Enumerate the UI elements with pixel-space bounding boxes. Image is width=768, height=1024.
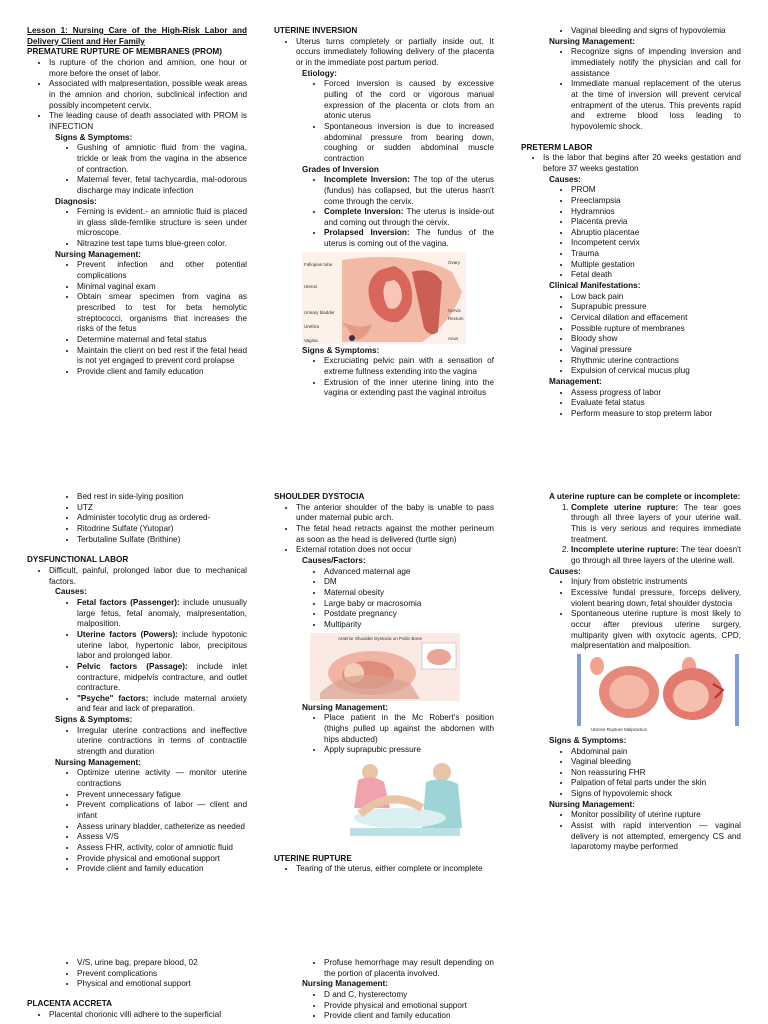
list-item: • Maternal fever, fetal tachycardia, mal-odorous discharge may indicate infection [77,175,247,196]
list-item: • UTZ [77,503,247,514]
list-item: • The fetal head retracts against the mother perineum as soon as the head is delivered (turtle sign) [296,524,494,545]
nm-label: Nursing Management: [549,36,635,46]
list-item: • Profuse hemorrhage may result depending on the portion of placenta involved. [324,958,494,979]
list-item: • Multiparity [324,620,494,631]
list-item: • Provide physical and emotional support [77,854,247,865]
p3-col2 [274,958,494,1022]
list-item: • Maternal obesity [324,588,494,599]
list-item: • Fetal death [571,270,741,281]
fig-label-anus: Anus [448,335,459,341]
uterine-rupture-heading: UTERINE RUPTURE [274,853,352,863]
list-item: • Recognize signs of impending inversion and immediately notify the physician and call for assistance [571,47,741,79]
ss-label: Signs & Symptoms: [302,345,380,355]
list-item: • Fetal factors (Passenger): include unusually large fetus, fetal anomaly, malpresentation, malposition. [77,598,247,630]
list-item: • Signs of hypovolemic shock [571,789,741,800]
etiology-label: Etiology: [302,68,338,78]
list-item: • Determine maternal and fetal status [77,335,247,346]
list-item: • Uterine factors (Powers): include hypotonic uterine labor, hypertonic labor, precipitous labor and prolonged labor. [77,630,247,662]
list-item: 1. Complete uterine rupture: The tear goes through all three layers of your uterine wall. This is very serious and requires immediate treatment. [571,503,741,546]
preterm-heading: PRETERM LABOR [521,142,593,152]
mcroberts-position-figure [330,758,480,842]
p1-col2 [274,26,494,399]
fig-label-uterus: Uterus [304,283,318,289]
p2-col2 [274,492,494,875]
p3-col1 [27,958,247,1020]
list-item: • Pelvic factors (Passage): include inlet contracture, midpelvis contracture, and outlet contracture. [77,662,247,694]
list-item: • Prevent unnecessary fatigue [77,790,247,801]
list-item: • Suprapubic pressure [571,302,741,313]
list-item: • Optimize uterine activity — monitor uterine contractions [77,768,247,789]
list-item: • External rotation does not occur [296,545,494,556]
list-item: • Hydramnios [571,207,741,218]
list-item: • Placental chorionic villi adhere to the superficial [49,1010,247,1021]
list-item: • V/S, urine bag, prepare blood, 02 [77,958,247,969]
list-item: • Assess FHR, activity, color of amniotic fluid [77,843,247,854]
fig-label-rectum: Rectum [448,315,464,321]
list-item: • Large baby or macrosomia [324,599,494,610]
list-item: • Bloody show [571,334,741,345]
list-item: • Prevent complications [77,969,247,980]
p1-col3 [521,26,741,420]
list-item: • Spontaneous inversion is due to increased abdominal pressure from bearing down, coughing or sudden abdominal muscle contraction [324,122,494,165]
list-item: • The leading cause of death associated with PROM is INFECTION [49,111,247,132]
shoulder-dystocia-figure [310,633,460,701]
ss-label: Signs & Symptoms: [55,132,133,142]
list-item: • Non reassuring FHR [571,768,741,779]
placenta-accreta-heading: PLACENTA ACCRETA [27,998,113,1008]
lesson-title: Lesson 1: Nursing Care of the High-Risk Labor and Delivery Client and Her Family [27,26,247,46]
p2-col3 [549,492,741,853]
list-item: • Perform measure to stop preterm labor [571,409,741,420]
list-item: • Palpation of fetal parts under the skin [571,778,741,789]
list-item: • Advanced maternal age [324,567,494,578]
list-item: • Vaginal bleeding and signs of hypovolemia [571,26,741,37]
fig-label-urethra: Urethra [304,323,320,329]
list-item: • Immediate manual replacement of the uterus at the time of inversion will prevent cervical entrapment of the uterus. This prevents rapid and extreme blood loss leading to hypovolemic shock. [571,79,741,132]
nm-label: Nursing Management: [55,757,141,767]
causes-label: Causes: [549,174,581,184]
fig-label-vagina: Vagina [304,337,318,343]
nm-label: Nursing Management: [55,249,141,259]
list-item: • Ritodrine Sulfate (Yutopar) [77,524,247,535]
fig-label-bladder: Urinary bladder [304,309,335,315]
list-item: • Incomplete Inversion: The top of the uterus (fundus) has collapsed, but the uterus hasn't come through the cervix. [324,175,494,207]
causes-label: Causes: [55,587,87,597]
nm-label: Nursing Management: [302,979,388,989]
list-item: • Tearing of the uterus, either complete or incomplete [296,864,494,875]
dx-label: Diagnosis: [55,196,97,206]
nm-label: Nursing Management: [302,702,388,712]
list-item: • Low back pain [571,292,741,303]
list-item: • Nitrazine test tape turns blue-green color. [77,239,247,250]
list-item: • Associated with malpresentation, possible weak areas in the amnion and chorion, subclinical infection and possibly incompetent cervix. [49,79,247,111]
list-item: • Prolapsed Inversion: The fundus of the uterus is coming out of the vagina. [324,228,494,249]
list-item: • Placenta previa [571,217,741,228]
list-item: • Forced inversion is caused by excessive pulling of the cord or vigorous manual expression of the placenta or clots from an atonic uterus [324,79,494,122]
list-item: • Terbutaline Sulfate (Brithine) [77,535,247,546]
list-item: • Provide client and family education [77,367,247,378]
list-item: • Is rupture of the chorion and amnion, one hour or more before the onset of labor. [49,58,247,79]
list-item: • Multiple gestation [571,260,741,271]
list-item: • Injury from obstetric instruments [571,577,741,588]
p1-col1 [27,26,247,378]
list-item: • Ferning is evident.- an amniotic fluid is placed in glass slide-fernlike structure is seen under microscope. [77,207,247,239]
prom-heading: PREMATURE RUPTURE OF MEMBRANES (PROM) [27,47,222,57]
list-item: • Monitor possibility of uterine rupture [571,810,741,821]
list-item: • Complete Inversion: The uterus is inside-out and coming out through the cervix. [324,207,494,228]
list-item: • Place patient in the Mc Robert's position (thighs pulled up against the abdomen with hips abducted) [324,713,494,745]
dysfunctional-labor-heading: DYSFUNCTIONAL LABOR [27,555,129,565]
list-item: • Bed rest in side-lying position [77,492,247,503]
ss-label: Signs & Symptoms: [55,715,133,725]
fig-label-ovary: Ovary [448,259,461,265]
list-item: • Obtain smear specimen from vagina as prescribed to test for beta hemolytic streptococci, organisms that increases the risks of the fetus [77,292,247,335]
list-item: • D and C, hysterectomy [324,990,494,1001]
list-item: • Rhythmic uterine contractions [571,356,741,367]
list-item: • Evaluate fetal status [571,398,741,409]
causes-label: Causes: [549,566,581,576]
list-item: 2. Incomplete uterine rupture: The tear doesn't go through all three layers of the uterine wall. [571,545,741,566]
list-item: • Gushing of amniotic fluid from the vagina, trickle or leak from the vagina in the absence of contraction. [77,143,247,175]
list-item: • Possible rupture of membranes [571,324,741,335]
cm-label: Clinical Manifestations: [549,281,641,291]
list-item: • The anterior shoulder of the baby is unable to pass under maternal pubic arch. [296,503,494,524]
list-item: • Vaginal pressure [571,345,741,356]
fig-label-cervix: Cervix [448,307,461,313]
grades-label: Grades of Inversion [302,164,379,174]
list-item: • Excruciating pelvic pain with a sensation of extreme fullness extending into the vagina [324,356,494,377]
list-item: • Prevent infection and other potential complications [77,260,247,281]
nm-label: Nursing Management: [549,799,635,809]
uterine-inversion-heading: UTERINE INVERSION [274,26,358,35]
list-item: • Incompetent cervix [571,238,741,249]
list-item: • Abdominal pain [571,747,741,758]
list-item: • Excessive fundal pressure, forceps delivery, violent bearing down, fetal shoulder dystocia [571,588,741,609]
list-item: • Prevent complications of labor — client and infant [77,800,247,821]
list-item: • Physical and emotional support [77,979,247,990]
p2-col1 [27,492,247,875]
rupture-intro: A uterine rupture can be complete or incomplete: [549,492,741,501]
list-item: • Extrusion of the inner uterine lining into the vagina or extending past the vaginal introitus [324,378,494,399]
list-item: • Uterus turns completely or partially inside out. It occurs immediately following delivery of the placenta or in the immediate post partum period. [296,37,494,69]
list-item: • Postdate pregnancy [324,609,494,620]
list-item: • PROM [571,185,741,196]
uterine-rupture-figure [577,654,739,734]
list-item: • Is the labor that begins after 20 weeks gestation and before 37 weeks gestation [543,153,741,174]
list-item: • Administer tocolytic drug as ordered- [77,513,247,524]
list-item: • Provide client and family education [77,864,247,875]
list-item: • Irregular uterine contractions and ineffective uterine contractions in terms of contractile strength and duration [77,726,247,758]
prom-list [27,58,247,133]
fig-caption: Uterine Rupture Malpractice [591,726,648,732]
list-item: • Minimal vaginal exam [77,282,247,293]
list-item: • Assess V/S [77,832,247,843]
causes-label: Causes/Factors: [302,555,366,565]
list-item: • Abruptio placentae [571,228,741,239]
list-item: • DM [324,577,494,588]
list-item: • Assess progress of labor [571,388,741,399]
list-item: • Expulsion of cervical mucus plug [571,366,741,377]
list-item: • Preeclampsia [571,196,741,207]
list-item: • "Psyche" factors: include maternal anxiety and fear and lack of preparation. [77,694,247,715]
list-item: • Provide client and family education [324,1011,494,1022]
list-item: • Trauma [571,249,741,260]
fig-caption: Anterior Shoulder Dystocia on Pubic Bone [338,635,423,641]
list-item: • Assess urinary bladder, catheterize as needed [77,822,247,833]
list-item: • Difficult, painful, prolonged labor due to mechanical factors. [49,566,247,587]
list-item: • Provide physical and emotional support [324,1001,494,1012]
uterus-anatomy-figure [302,252,466,344]
fig-label-fallopian: Fallopian tube [304,261,333,267]
list-item: • Apply suprapubic pressure [324,745,494,756]
list-item: • Cervical dilation and effacement [571,313,741,324]
shoulder-dystocia-heading: SHOULDER DYSTOCIA [274,492,365,501]
list-item: • Assist with rapid intervention — vaginal delivery is not attempted, emergency CS and laparotomy maybe performed [571,821,741,853]
mgmt-label: Management: [549,377,602,386]
list-item: • Spontaneous uterine rupture is most likely to occur after previous uterine surgery, multiparity given with oxytocic agents, CPD, malpresentation and malposition. [571,609,741,652]
list-item: • Vaginal bleeding [571,757,741,768]
ss-label: Signs & Symptoms: [549,735,627,745]
list-item: • Maintain the client on bed rest if the fetal head is not yet engaged to prevent cord prolapse [77,346,247,367]
